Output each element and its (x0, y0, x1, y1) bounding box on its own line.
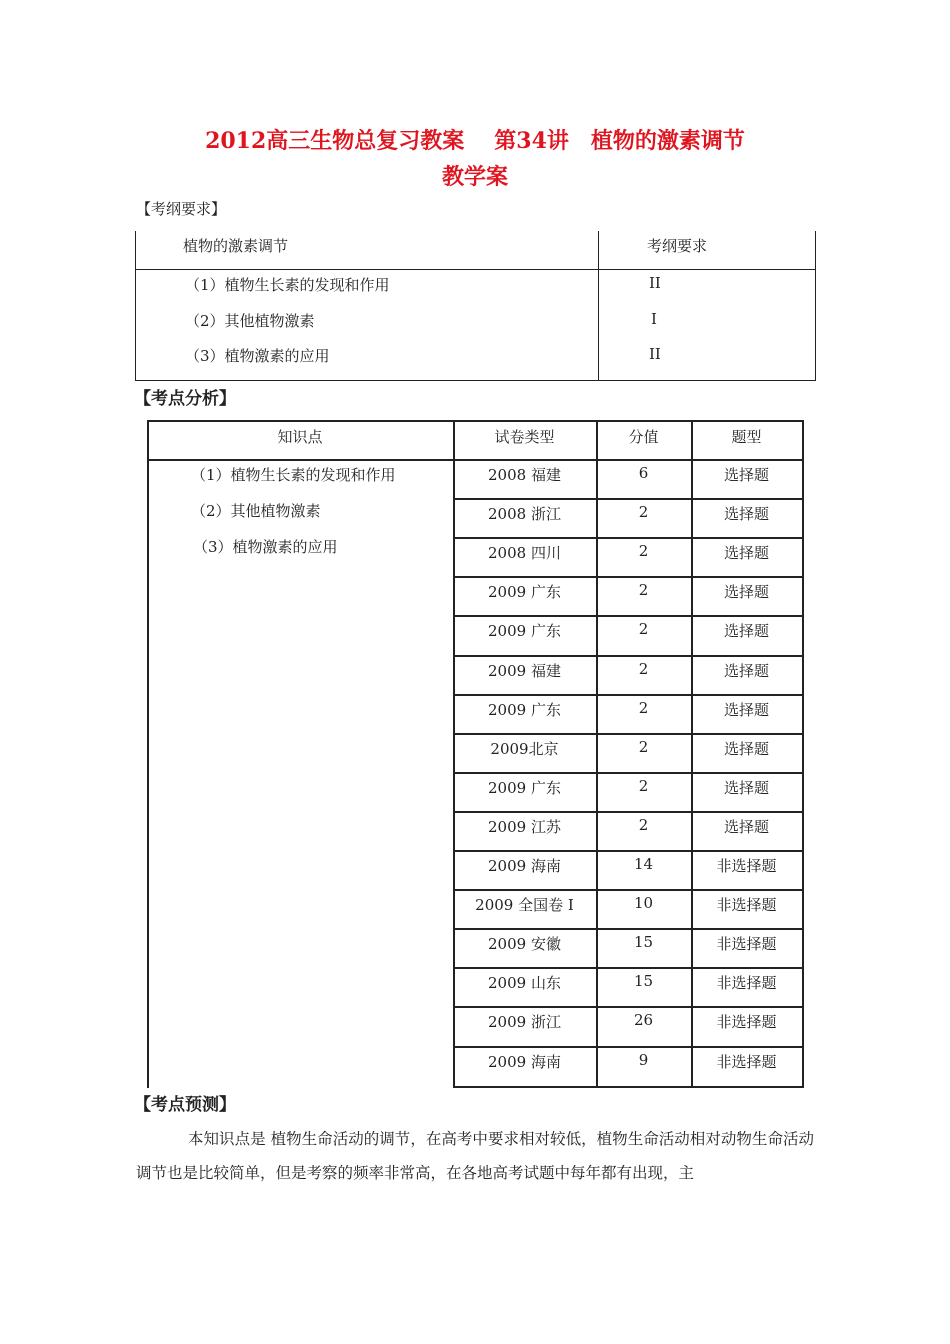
syllabus-table (135, 231, 816, 381)
table-row (453, 459, 804, 498)
cell-question-type: 选择题 (723, 661, 769, 680)
document-title (0, 124, 950, 155)
cell-paper-type: 2008 浙江 (488, 505, 561, 524)
table-row (453, 928, 804, 967)
cell-question-type: 选择题 (723, 583, 769, 602)
cell-question-type: 非选择题 (716, 857, 777, 875)
knowledge-point: （1）植物生长素的发现和作用 (191, 466, 396, 484)
table-row (453, 694, 804, 733)
cell-paper-type: 2009 全国卷 I (475, 896, 574, 915)
syllabus-header-level: 考纲要求 (647, 237, 708, 255)
exam-analysis-table (147, 420, 804, 1088)
knowledge-point: （2）其他植物激素 (191, 502, 321, 520)
header-score: 分值 (628, 428, 659, 446)
table-row (453, 498, 804, 537)
table-row (453, 772, 804, 811)
cell-score: 2 (638, 581, 649, 600)
cell-paper-type: 2009 广东 (488, 622, 561, 641)
syllabus-header-topic: 植物的激素调节 (183, 237, 289, 255)
syllabus-level: II (649, 345, 661, 363)
cell-question-type: 选择题 (723, 778, 769, 797)
cell-score: 2 (638, 620, 649, 639)
cell-paper-type: 2009北京 (490, 739, 559, 758)
header-knowledge-point: 知识点 (277, 428, 323, 446)
header-question-type: 题型 (731, 428, 762, 446)
cell-score: 2 (638, 776, 649, 795)
cell-question-type: 选择题 (723, 739, 769, 758)
cell-score: 2 (638, 737, 649, 756)
cell-score: 2 (638, 542, 649, 561)
cell-score: 2 (638, 503, 649, 522)
syllabus-item: （2）其他植物激素 (185, 312, 315, 330)
cell-question-type: 选择题 (723, 622, 769, 641)
title-part-a: 2012高三生物总复习教案 (205, 128, 465, 154)
table-row (453, 1006, 804, 1045)
cell-score: 10 (633, 894, 654, 913)
cell-score: 14 (633, 855, 654, 873)
table-row (453, 655, 804, 694)
table-row (453, 615, 804, 654)
syllabus-level: I (651, 310, 657, 328)
cell-paper-type: 2009 福建 (488, 661, 561, 680)
syllabus-item: （3）植物激素的应用 (185, 347, 330, 365)
table-row (453, 889, 804, 928)
header-paper-type: 试卷类型 (494, 428, 555, 446)
cell-paper-type: 2009 安徽 (488, 935, 561, 954)
table-row (453, 850, 804, 889)
cell-paper-type: 2009 山东 (488, 974, 561, 993)
table-row (453, 1046, 804, 1085)
section-label-prediction: 【考点预测】 (134, 1095, 236, 1115)
cell-paper-type: 2009 海南 (488, 857, 561, 875)
cell-score: 6 (638, 464, 649, 482)
cell-paper-type: 2009 广东 (488, 700, 561, 719)
cell-paper-type: 2009 广东 (488, 583, 561, 602)
cell-score: 15 (633, 972, 654, 991)
title-part-b: 第34讲 植物的激素调节 (494, 128, 745, 154)
document-subtitle: 教学案 (441, 164, 508, 190)
table-row (453, 733, 804, 772)
cell-question-type: 非选择题 (716, 896, 777, 915)
cell-paper-type: 2009 海南 (488, 1052, 561, 1071)
syllabus-level: II (649, 274, 661, 292)
cell-question-type: 选择题 (723, 700, 769, 719)
cell-paper-type: 2009 江苏 (488, 817, 561, 836)
cell-question-type: 选择题 (723, 466, 769, 484)
cell-question-type: 选择题 (723, 544, 769, 563)
section-label-analysis: 【考点分析】 (134, 389, 236, 409)
cell-question-type: 非选择题 (716, 935, 777, 954)
cell-paper-type: 2009 浙江 (488, 1013, 561, 1032)
cell-score: 2 (638, 698, 649, 717)
cell-score: 9 (638, 1050, 649, 1069)
cell-question-type: 非选择题 (716, 1052, 777, 1071)
cell-question-type: 非选择题 (716, 1013, 777, 1032)
cell-paper-type: 2009 广东 (488, 778, 561, 797)
table-row (453, 576, 804, 615)
cell-score: 2 (638, 815, 649, 834)
cell-question-type: 非选择题 (716, 974, 777, 993)
cell-score: 26 (633, 1011, 654, 1030)
syllabus-item: （1）植物生长素的发现和作用 (185, 276, 390, 294)
cell-question-type: 选择题 (723, 505, 769, 524)
cell-paper-type: 2008 福建 (488, 466, 561, 484)
cell-score: 2 (638, 659, 649, 678)
cell-question-type: 选择题 (723, 817, 769, 836)
cell-paper-type: 2008 四川 (488, 544, 561, 563)
knowledge-point: （3）植物激素的应用 (193, 538, 338, 556)
section-label-syllabus: 【考纲要求】 (136, 200, 227, 218)
table-row (453, 811, 804, 850)
table-row (453, 537, 804, 576)
table-row (453, 967, 804, 1006)
prediction-paragraph: 本知识点是 植物生命活动的调节，在高考中要求相对较低，植物生命活动相对动物生命活动调节也是比较简单，但是考察的频率非常高，在各地高考试题中每年都有出现，主 (136, 1130, 814, 1182)
cell-score: 15 (633, 933, 654, 952)
